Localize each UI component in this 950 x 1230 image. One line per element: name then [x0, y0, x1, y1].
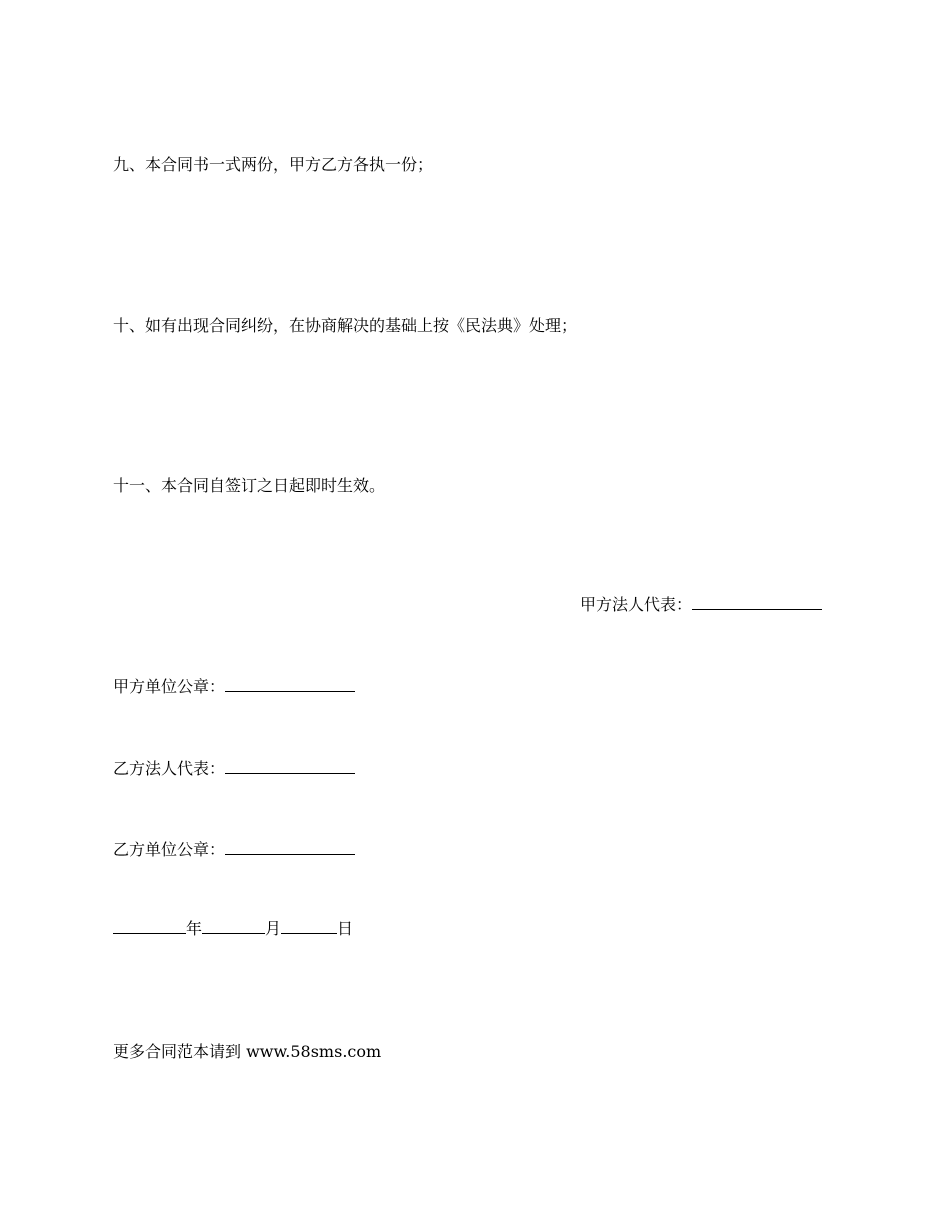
month-label: 月	[265, 919, 282, 938]
party-a-representative-row	[580, 595, 822, 615]
party-b-seal-row	[113, 840, 355, 860]
clause-10: 十、如有出现合同纠纷，在协商解决的基础上按《民法典》处理；	[113, 316, 578, 335]
day-label: 日	[337, 919, 354, 938]
day-blank	[281, 919, 337, 934]
date-row	[113, 919, 353, 939]
party-b-representative-label: 乙方法人代表：	[113, 759, 226, 778]
party-b-seal-label: 乙方单位公章：	[113, 840, 226, 859]
year-label: 年	[186, 919, 203, 938]
party-a-representative-label: 甲方法人代表：	[580, 595, 693, 614]
clause-11: 十一、本合同自签订之日起即时生效。	[113, 476, 386, 495]
footer-more-contracts: 更多合同范本请到 www.58sms.com	[113, 1042, 382, 1061]
party-a-seal-row	[113, 677, 355, 697]
party-a-seal-blank	[225, 677, 355, 692]
party-a-representative-blank	[692, 595, 822, 610]
year-blank	[113, 919, 186, 934]
party-b-representative-blank	[225, 759, 355, 774]
clause-9: 九、本合同书一式两份，甲方乙方各执一份；	[113, 155, 434, 174]
party-b-seal-blank	[225, 840, 355, 855]
month-blank	[202, 919, 265, 934]
party-b-representative-row	[113, 759, 355, 779]
party-a-seal-label: 甲方单位公章：	[113, 677, 226, 696]
